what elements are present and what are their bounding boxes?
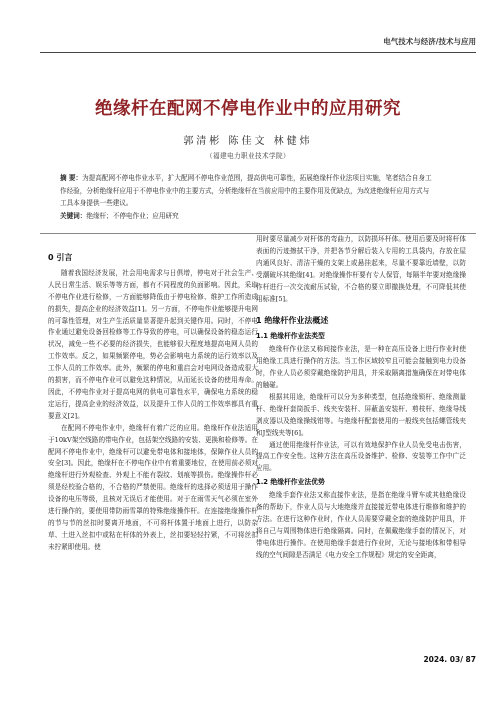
paragraph: 通过使用绝缘杆作业法，可以有效地保护作业人员免受电击伤害，提高工作安全性。这种方法在高压设备维护、检修、安装等工作中广泛应用。 [256,440,466,473]
keywords [60,210,432,223]
subsection-heading: 1.2 绝缘杆作业法优势 [256,478,325,487]
section-heading: 1 绝缘杆作业法概述 [256,316,329,326]
header-divider [40,52,476,53]
right-column [256,234,466,562]
article-title: 绝缘杆在配网不停电作业中的应用研究 [95,99,401,119]
left-column [48,240,258,554]
article-authors: 郭清彬 陈佳文 林健炜 [183,136,313,147]
keywords-text: 绝缘杆；不停电作业；应用研究 [86,211,179,220]
abstract-label: 摘 要： [60,174,83,182]
abstract [60,172,432,210]
paragraph: 绝缘杆作业法又称间接作业法，是一种在高压设备上进行作业时使用绝缘工具进行操作的方法。当工作区域较窄且可能会接触到电力设备时，作业人员必须穿戴绝缘防护用具，并采取隔离措施确保在对带电体的触碰。 [256,345,466,389]
keywords-label: 关键词： [60,211,87,220]
article-affiliation: （福建电力职业技术学院） [206,152,290,160]
paragraph: 在配网不停电作业中，绝缘杆有着广泛的应用。绝缘杆作业法适用于10kV架空线路的带电作业，包括架空线路的安装、更换和检修等。在配网不停电作业中，绝缘杆可以避免带电体和接地体，保障作业人员的安全[3]。因此，绝缘杆在不停电作业中有着重要地位，在使用前必须对绝缘杆进行外观检查、外观上不能有裂纹、划痕等损伤。绝缘操作杆必须是经校验合格的，不合格的严禁使用。绝缘杆的选择必须适用于操作设备的电压等级，且核对无误后才能使用。对于在雨雪天气必须在室外进行操作的，要使用带防雨雪罩的特殊绝缘操作杆。在连接绝缘操作杆的节与节的丝扣时要离开地面，不可将杆体置于地面上进行，以防杂草、土进入丝扣中或粘在杆体的外表上，丝扣要轻轻拧紧，不可将丝扣未拧紧即使用。使 [48,423,258,551]
page-number: 2024. 03/ 87 [423,655,476,664]
paragraph: 随着我国经济发展，社会用电需求与日俱增，停电对于社会生产、人民日常生活、娱乐等等方面，都有不同程度的负面影响。因此，采取不停电作业进行检修，一方面能够降低由于停电检修、维护工作所造成的损失，提高企业的经济效益[1]。另一方面，不停电作业能够提升电网的可靠性管理，对生产生活质量显著提升起到关键作用。同时，不停电作业通过避免设备回检修等工作导致的停电，可以确保设备的稳态运行状况，减免一些不必要的经济损失，也能够很大程度地提高电网人员的工作效率。反之，如果频繁停电，势必会影响电力系统的运行效率以及工作人员的工作效率。此外，频繁的停电和重启会对电网设备造成很大的损害，而不停电作业可以避免这种情况，从而延长设备的使用寿命。因此，不停电作业对于提高电网的供电可靠性水平，确保电力系统的稳定运行，提高企业的经济效益，以及提升工作人员的工作效率都具有重要意义[2]。 [48,268,258,420]
subsection-heading: 1.1 绝缘杆作业法类型 [256,332,325,341]
paragraph: 绝缘手套作业法又称直接作业法，是指在绝缘斗臂车或其他绝缘设备的帮助下，作业人员与大地绝缘并直接接近带电体进行维修和维护的方法。在进行这种作业时，作业人员需要穿戴全套的绝缘防护用具，并将自己与周围物体进行绝缘隔离。同时，在佩戴绝缘手套的情况下，对带电体进行操作。在使用绝缘手套进行作业时，无论与接地体和带相导线的空气间隙是否满足《电力安全工作规程》规定的安全距离， [256,491,466,559]
abstract-block [60,172,432,222]
running-head: 电气技术与经济/技术与应用 [383,37,476,46]
section-heading: 0 引言 [48,253,73,262]
abstract-text: 为提高配网不停电作业水平，扩大配网不停电作业范围，提高供电可靠性，拓展绝缘杆作业法项目实施，笔者结合自身工作经验，分析绝缘杆应用于不停电作业中的主要方式，分析绝缘杆在当前应用中的主要作用及优缺点，为改进绝缘杆应用方式与工具本身提供一些建议。 [60,174,432,208]
paragraph: 根据其用途，绝缘杆可以分为多种类型，包括绝缘锁杆、绝缘测量杆、绝缘杆套筒扳手、线夹安装杆、屏蔽盖安装杆、剪枝杆、绝缘导线剥皮器以及绝缘操线钳等。与绝缘杆配套使用的一般线夹包括螺管线夹和J型线夹等[6]。 [256,392,466,437]
paragraph: 用时要尽量减少对杆体的弯曲力，以防损坏杆体。使用后要及时将杆体表面的污迹擦拭干净，并把各节分解后装入专用的工具袋内，存放在屋内通风良好、清洁干燥的支架上或悬挂起来，尽量不要靠近墙壁，以防受潮破坏其绝缘[4]。对绝缘操作杆要有专人保管，每隔半年要对绝缘操作杆进行一次交流耐压试验，不合格的要立即撤换处理，不可降低其使用标准[5]。 [256,235,466,303]
